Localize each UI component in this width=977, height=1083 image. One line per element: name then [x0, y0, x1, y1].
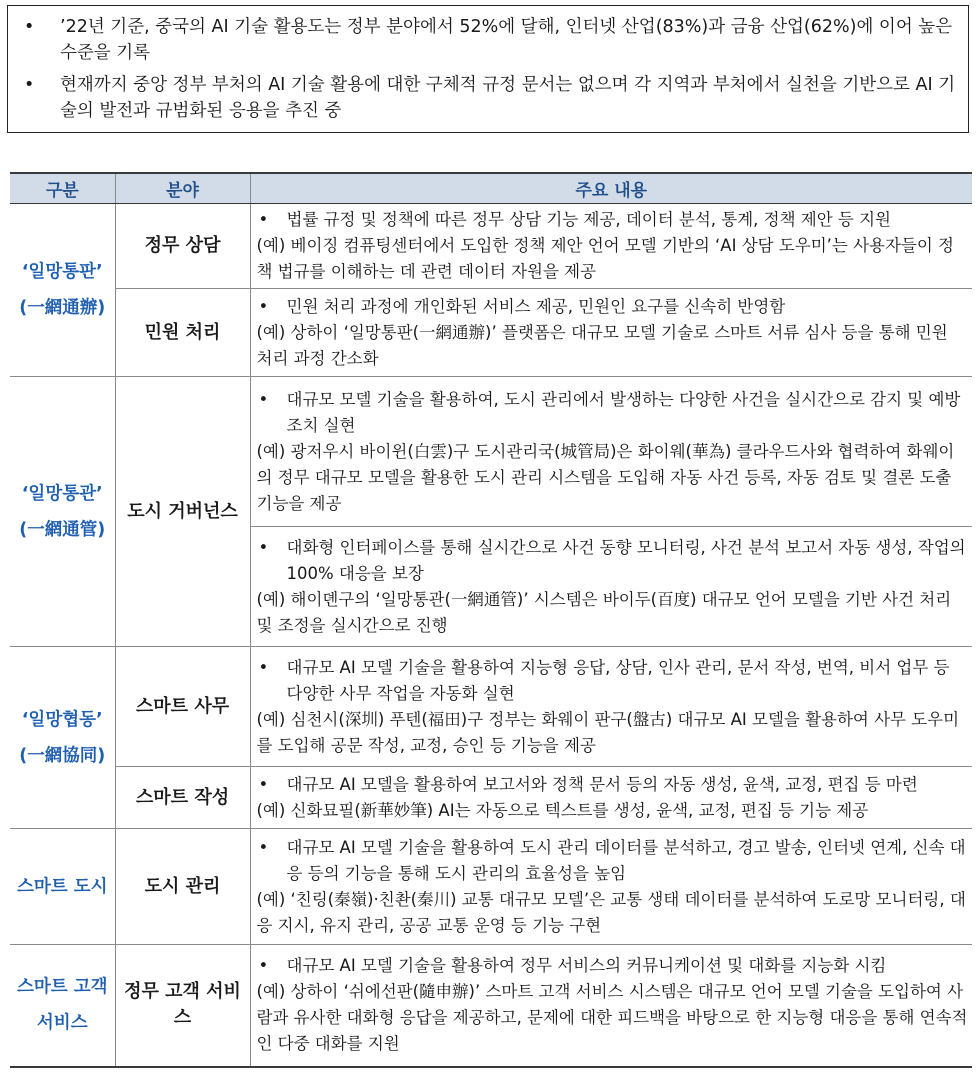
- bullet-text: 대규모 AI 모델 기술을 활용하여 지능형 응답, 상담, 인사 관리, 문서 작성, 번역, 비서 업무 등 다양한 사무 작업을 자동화 실현: [286, 657, 950, 703]
- content-cell: [250, 767, 972, 829]
- bullet-point: [257, 835, 969, 887]
- field-cell: 도시 관리: [115, 829, 250, 945]
- category-cell: ‘일망협동’ (一網協同): [10, 647, 115, 829]
- bullet-text: 법률 규정 및 정책에 따른 정무 상담 기능 제공, 데이터 분석, 통계, 정책 제안 등 지원: [286, 210, 891, 229]
- field-cell: 스마트 사무: [115, 647, 250, 767]
- table-row: [10, 377, 972, 527]
- table-row: [10, 829, 972, 945]
- bullet-dot: •: [258, 956, 269, 976]
- category-cell: ‘일망통관’ (一網通管): [10, 377, 115, 647]
- bullet-dot: •: [258, 837, 269, 857]
- field-cell: 정무 고객 서비스: [115, 945, 250, 1067]
- field-cell: 민원 처리: [115, 289, 250, 377]
- content-cell: [250, 945, 972, 1067]
- content-cell: [250, 829, 972, 945]
- example-text: (예) 베이징 컴퓨팅센터에서 도입한 정책 제안 언어 모델 기반의 ‘AI 상담 도우미’는 사용자들이 정책 법규를 이해하는 데 관련 데이터 자원을 제공: [256, 236, 954, 281]
- header-content: 주요 내용: [250, 173, 972, 204]
- bullet-dot: •: [24, 17, 35, 37]
- bullet-dot: •: [24, 75, 35, 95]
- bullet-dot: •: [258, 774, 269, 794]
- category-cell: ‘일망통판’ (一網通辦): [10, 204, 115, 377]
- bullet-text: 대규모 모델 기술을 활용하여, 도시 관리에서 발생하는 다양한 사건을 실시간으로 감지 및 예방 조치 실현: [286, 389, 961, 435]
- bullet-dot: •: [258, 296, 269, 316]
- field-cell: 스마트 작성: [115, 767, 250, 829]
- bullet-dot: •: [258, 389, 269, 409]
- bullet-point: [257, 535, 969, 587]
- example-text: (예) 상하이 ‘쉬에선판(隨申辦)’ 스마트 고객 서비스 시스템은 대규모 언어 모델 기술을 도입하여 사람과 유사한 대화형 응답을 제공하고, 문제에 대한 피드백을 바탕으로 한 지능형 대응을 통해 연속적인 다중 대화를 지원: [256, 982, 968, 1054]
- summary-item: [20, 72, 958, 124]
- example-text: (예) 광저우시 바이윈(白雲)구 도시관리국(城管局)은 화이웨(華為) 클라우드사와 협력하여 화웨이의 정무 대규모 모델을 활용한 도시 관리 시스템을 도입해 자동 사건 등록, 자동 검토 및 결론 도출 기능을 제공: [256, 441, 955, 513]
- summary-item: [20, 14, 958, 66]
- bullet-point: [257, 207, 969, 233]
- bullet-dot: •: [258, 537, 269, 557]
- header-field: 분야: [115, 173, 250, 204]
- header-category: 구분: [10, 173, 115, 204]
- content-cell: [250, 377, 972, 527]
- bullet-text: 민원 처리 과정에 개인화된 서비스 제공, 민원인 요구를 신속히 반영함: [286, 296, 786, 316]
- bullet-text: 대화형 인터페이스를 통해 실시간으로 사건 동향 모니터링, 사건 분석 보고서 자동 생성, 작업의 100% 대응을 보장: [286, 537, 966, 583]
- summary-box: [7, 5, 969, 133]
- bullet-point: [257, 772, 969, 798]
- field-cell: 정무 상담: [115, 204, 250, 289]
- bullet-text: 대규모 AI 모델 기술을 활용하여 정무 서비스의 커뮤니케이션 및 대화를 지능화 시킴: [286, 956, 887, 976]
- bullet-point: [257, 294, 969, 320]
- example-text: (예) 심천시(深圳) 푸텐(福田)구 정부는 화웨이 판구(盤古) 대규모 AI 모델을 활용하여 사무 도우미를 도입해 공문 작성, 교정, 승인 등 기능을 제공: [256, 709, 960, 755]
- table-row: [10, 945, 972, 1067]
- bullet-text: 대규모 AI 모델 기술을 활용하여 도시 관리 데이터를 분석하고, 경고 발송, 인터넷 연계, 신속 대응 등의 기능을 통해 도시 관리의 효율성을 높임: [286, 837, 966, 883]
- table-row: [10, 767, 972, 829]
- example-text: (예) ‘친링(秦嶺)·친촨(秦川) 교통 대규모 모델’은 교통 생태 데이터를 분석하여 도로망 모니터링, 대응 지시, 유지 관리, 공공 교통 운영 등 기능 구현: [256, 889, 966, 935]
- table-row: [10, 647, 972, 767]
- example-text: (예) 상하이 ‘일망통판(一網通辦)’ 플랫폼은 대규모 모델 기술로 스마트 서류 심사 등을 통해 민원 처리 과정 간소화: [256, 322, 948, 368]
- ai-usage-table: [10, 172, 972, 1068]
- table-row: [10, 204, 972, 289]
- content-cell: [250, 289, 972, 377]
- example-text: (예) 신화묘필(新華妙筆) AI는 자동으로 텍스트를 생성, 윤색, 교정, 편집 등 기능 제공: [256, 800, 869, 820]
- bullet-dot: •: [258, 657, 269, 677]
- bullet-dot: •: [258, 210, 269, 229]
- content-cell: [250, 647, 972, 767]
- content-cell: [250, 204, 972, 289]
- field-cell: 도시 거버넌스: [115, 377, 250, 647]
- table-row: [10, 289, 972, 377]
- table-header-row: [10, 173, 972, 204]
- category-cell: 스마트 고객 서비스: [10, 945, 115, 1067]
- example-text: (예) 해이뎬구의 ‘일망통관(一網通管)’ 시스템은 바이두(百度) 대규모 언어 모델을 기반 사건 처리 및 조정을 실시간으로 진행: [256, 589, 952, 635]
- bullet-point: [257, 387, 969, 439]
- summary-text: ’22년 기준, 중국의 AI 기술 활용도는 정부 분야에서 52%에 달해, 인터넷 산업(83%)과 금융 산업(62%)에 이어 높은 수준을 기록: [60, 17, 953, 63]
- bullet-text: 대규모 AI 모델을 활용하여 보고서와 정책 문서 등의 자동 생성, 윤색, 교정, 편집 등 마련: [286, 774, 918, 794]
- category-cell: 스마트 도시: [10, 829, 115, 945]
- bullet-point: [257, 953, 969, 979]
- content-cell: [250, 527, 972, 647]
- summary-text: 현재까지 중앙 정부 부처의 AI 기술 활용에 대한 구체적 규정 문서는 없으며 각 지역과 부처에서 실천을 기반으로 AI 기술의 발전과 규범화된 응용을 추진 중: [60, 75, 956, 121]
- bullet-point: [257, 655, 969, 707]
